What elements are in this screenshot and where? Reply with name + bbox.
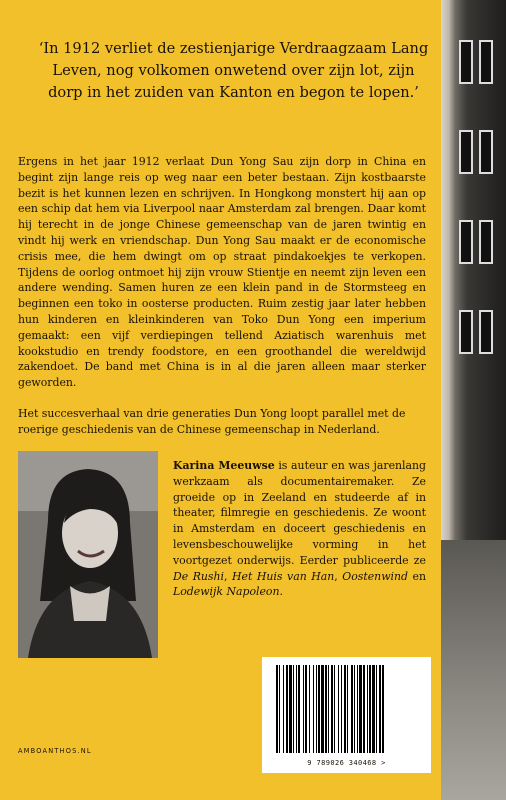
blurb-paragraph: Ergens in het jaar 1912 verlaat Dun Yong Sau zijn dorp in China en begint zijn lange reis op weg naar een beter bestaan. Zijn kostbaarste bezit is het kunnen lezen en schrijven. In Hongkong monstert hij aan op een schip dat hem via Liverpool naar Amsterdam zal brengen. Daar komt hij terecht in de jonge Chinese gemeenschap van de jaren twintig en vindt hij werk en vriendschap. Dun Yong Sau maakt er de economische crisis mee, die hem dwingt om op straat pindakoekjes te verkopen. Tijdens de oorlog ontmoet hij zijn vrouw Stientje en neemt zijn leven een andere wending. Samen huren ze een klein pand in de Stormsteeg en beginnen een toko in oosterse producten. Ruim zestig jaar later hebben hun kinderen en kleinkinderen van Toko Dun Yong een imperium gemaakt: een vijf verdiepingen tellend Aziatisch warenhuis met kookstudio en trendy foodstore, en een groothandel die wereldwijd zakendoet. De band met China is in al die jaren alleen maar sterker geworden. [18, 155, 426, 390]
barcode-bar [367, 665, 368, 753]
window-shape [459, 40, 473, 84]
publisher-url: AMBOANTHOS.NL [18, 747, 92, 755]
window-shape [459, 130, 473, 174]
barcode-bar [279, 665, 280, 753]
barcode-bar [303, 665, 304, 753]
window-shape [459, 220, 473, 264]
book-title: Het Huis van Han [232, 569, 335, 583]
barcode-bar [325, 665, 327, 753]
barcode-bar [347, 665, 348, 753]
blurb [18, 154, 426, 438]
barcode-bar [376, 665, 377, 753]
barcode-bar [354, 665, 355, 753]
barcode-bars [262, 657, 431, 757]
barcode-bar [331, 665, 333, 753]
book-title: De Rushi [173, 569, 225, 583]
author-bio-text: is auteur en was jarenlang werkzaam als documentairemaker. Ze groeide op in Zeeland en studeerde af in theater, filmregie en geschiedenis. Ze woont in Amsterdam en doceert geschiedenis en levensbeschouwelijke vorming in het voortgezet onderwijs. Eerder publiceerde ze [173, 459, 426, 567]
barcode-bar [318, 665, 320, 753]
barcode-bar [313, 665, 314, 753]
sentence-end: . [279, 585, 283, 599]
barcode-bar [328, 665, 329, 753]
barcode-bar [321, 665, 324, 753]
book-title: Lodewijk Napoleon [173, 585, 280, 599]
barcode [262, 657, 431, 773]
barcode-bar [379, 665, 381, 753]
book-title: Oostenwind [342, 569, 408, 583]
author-portrait-image [18, 451, 158, 658]
barcode-bar [298, 665, 300, 753]
blurb-paragraph: Het succesverhaal van drie generaties Dun Yong loopt parallel met de roerige geschiedenis van de Chinese gemeenschap in Nederland. [18, 406, 406, 436]
barcode-bar [334, 665, 335, 753]
author-bio [173, 458, 426, 600]
barcode-bar [309, 665, 310, 753]
barcode-bar [283, 665, 284, 753]
author-name: Karina Meeuwse [173, 459, 275, 472]
barcode-bar [305, 665, 307, 753]
barcode-bar [293, 665, 294, 753]
opening-quote: ‘In 1912 verliet de zestienjarige Verdraagzaam Lang Leven, nog volkomen onwetend over zijn lot, zijn dorp in het zuiden van Kanton en begon te lopen.’ [38, 40, 429, 101]
street-photo [441, 0, 506, 800]
window-shape [479, 130, 493, 174]
barcode-bar [338, 665, 339, 753]
separator: , [224, 569, 233, 583]
barcode-bar [359, 665, 362, 753]
barcode-bar [316, 665, 317, 753]
barcode-bar [286, 665, 288, 753]
barcode-bar [363, 665, 365, 753]
window-shape [479, 310, 493, 354]
barcode-bar [357, 665, 358, 753]
barcode-bar [276, 665, 278, 753]
window-shape [479, 40, 493, 84]
barcode-bar [341, 665, 342, 753]
barcode-bar [351, 665, 353, 753]
separator: en [407, 569, 426, 583]
window-shape [459, 310, 473, 354]
window-shape [479, 220, 493, 264]
barcode-bar [382, 665, 384, 753]
isbn-number: 9 789026 340468 > [307, 759, 386, 767]
barcode-bar [372, 665, 375, 753]
street-ground [441, 540, 506, 800]
barcode-bar [289, 665, 292, 753]
barcode-bar [369, 665, 371, 753]
barcode-bar [296, 665, 297, 753]
separator: , [334, 569, 343, 583]
barcode-bar [344, 665, 346, 753]
author-portrait [18, 451, 158, 658]
